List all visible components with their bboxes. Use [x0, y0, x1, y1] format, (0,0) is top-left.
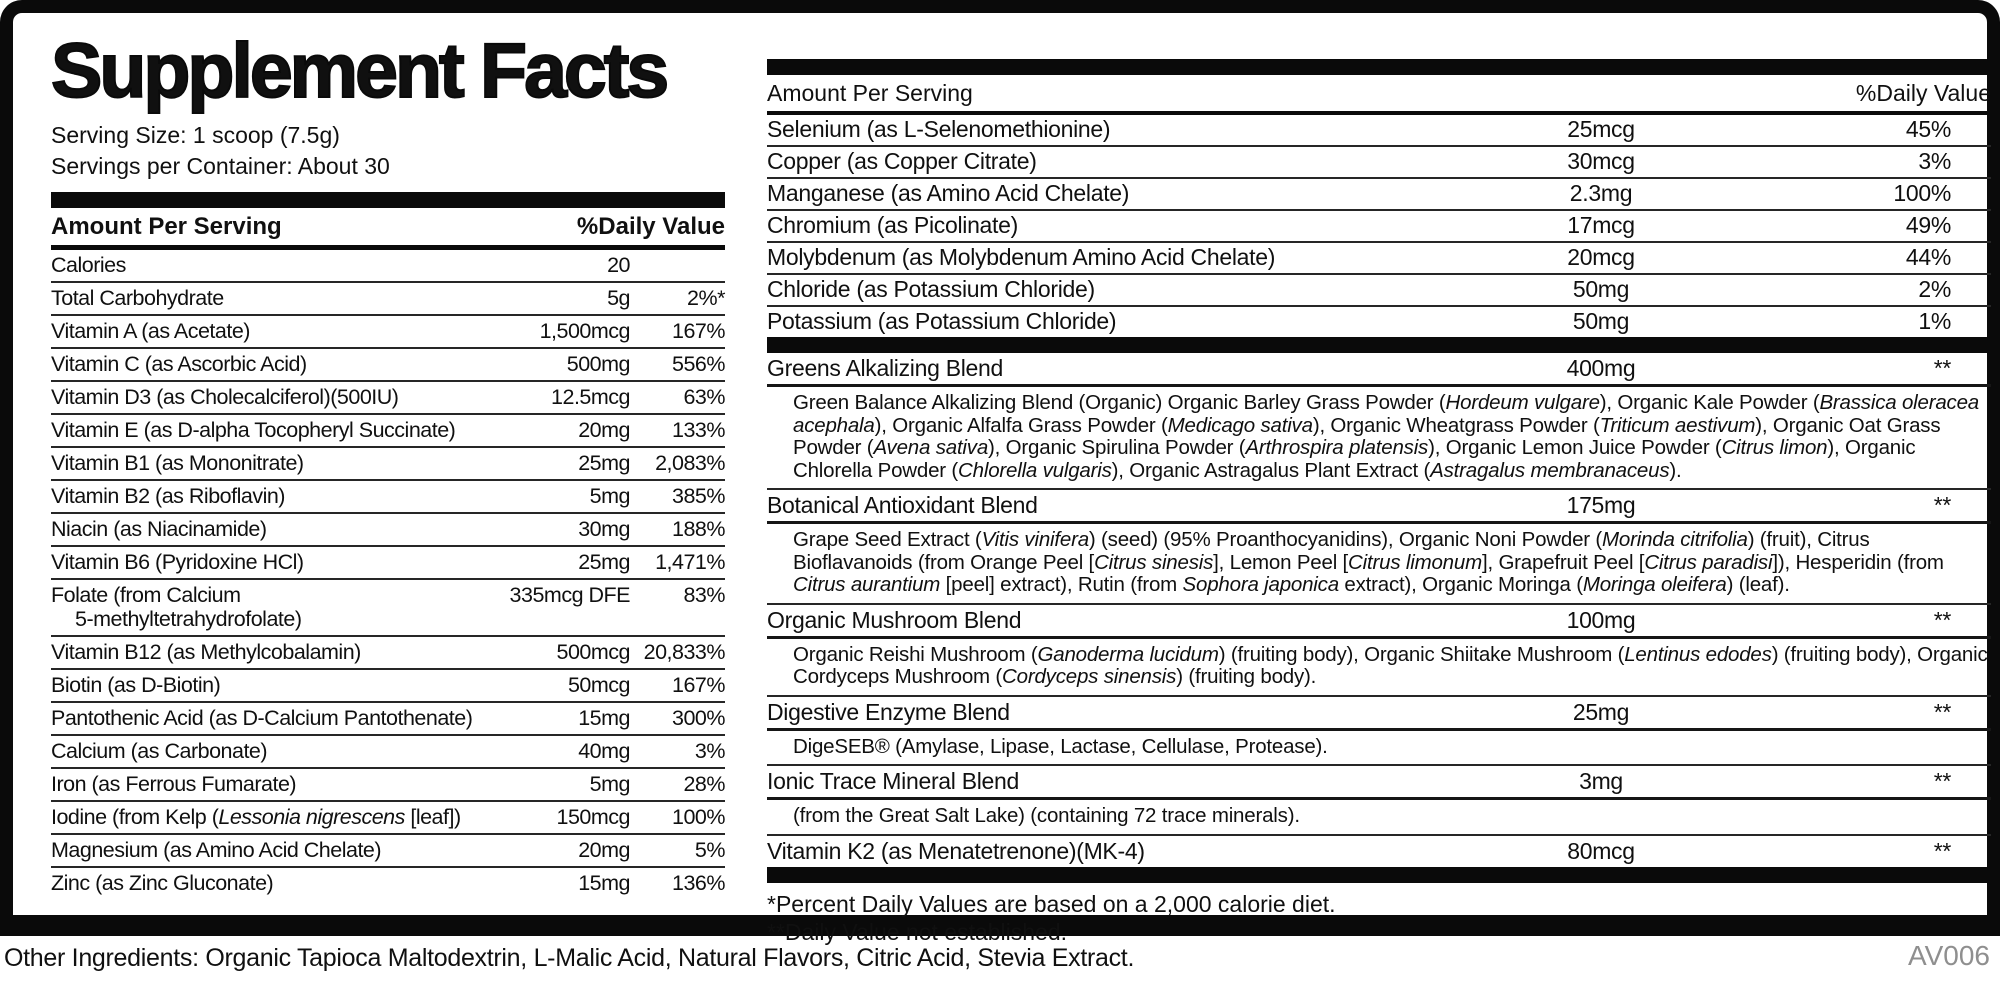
- nutrient-amount: 500mg: [566, 352, 630, 377]
- nutrient-amount: 5mg: [589, 484, 630, 509]
- blend-rows: [767, 353, 1991, 867]
- nutrient-daily-value: 556%: [672, 352, 725, 377]
- nutrient-row: [767, 147, 1991, 179]
- blend-row: [767, 697, 1991, 731]
- right-table-header: [767, 75, 1991, 115]
- blend-description: DigeSEB® (Amylase, Lipase, Lactase, Cellulase, Protease).: [767, 731, 1991, 767]
- footnote-daily-values: *Percent Daily Values are based on a 2,000 calorie diet.: [767, 890, 1336, 917]
- nutrient-amount: 50mg: [1572, 308, 1630, 334]
- nutrient-daily-value: 2%*: [687, 286, 725, 311]
- nutrient-amount: 25mcg: [1567, 116, 1635, 142]
- nutrient-row: [767, 243, 1991, 275]
- nutrient-daily-value: 1%: [1918, 308, 1951, 334]
- section-divider-bar: [767, 337, 1991, 353]
- nutrient-name: Vitamin E (as D-alpha Tocopheryl Succinate): [51, 418, 456, 443]
- nutrient-name: Folate (from Calcium 5-methyltetrahydrofolate): [51, 583, 500, 631]
- nutrient-daily-value: 3%: [1918, 148, 1951, 174]
- blend-name: Organic Mushroom Blend: [767, 606, 1022, 633]
- servings-per-container: Servings per Container: About 30: [51, 153, 390, 180]
- blend-daily-value: **: [1933, 606, 1951, 633]
- nutrient-row: [767, 115, 1991, 147]
- blend-name: Botanical Antioxidant Blend: [767, 492, 1038, 518]
- footnote-not-established: **Daily Value not established.: [767, 918, 1068, 945]
- nutrient-row: [51, 547, 725, 580]
- nutrient-name: Magnesium (as Amino Acid Chelate): [51, 838, 382, 863]
- nutrient-row: [51, 835, 725, 868]
- nutrient-name: Zinc (as Zinc Gluconate): [51, 871, 274, 896]
- nutrient-name: Chloride (as Potassium Chloride): [767, 276, 1095, 302]
- nutrient-daily-value: 28%: [683, 772, 725, 797]
- nutrient-row: [51, 868, 725, 899]
- nutrient-amount: 50mcg: [567, 673, 630, 698]
- nutrient-name: Calcium (as Carbonate): [51, 739, 268, 764]
- nutrient-name: Vitamin B12 (as Methylcobalamin): [51, 640, 361, 665]
- nutrient-name: Copper (as Copper Citrate): [767, 148, 1037, 174]
- blend-name: Greens Alkalizing Blend: [767, 355, 1004, 381]
- nutrient-name: Vitamin B1 (as Mononitrate): [51, 451, 304, 476]
- nutrient-name: Pantothenic Acid (as D-Calcium Pantothenate): [51, 706, 473, 731]
- nutrient-name: Iron (as Ferrous Fumarate): [51, 772, 297, 797]
- nutrient-row: [51, 736, 725, 769]
- blend-row: [767, 836, 1991, 867]
- blend-row: [767, 605, 1991, 639]
- blend-amount: 25mg: [1572, 698, 1630, 725]
- nutrient-amount: 15mg: [578, 706, 630, 731]
- footnotes: [767, 890, 1991, 946]
- nutrient-daily-value: 45%: [1905, 116, 1951, 142]
- nutrient-name: Total Carbohydrate: [51, 286, 224, 311]
- nutrient-daily-value: 300%: [672, 706, 725, 731]
- nutrient-amount: 150mcg: [556, 805, 630, 830]
- blend-name: Vitamin K2 (as Menatetrenone)(MK-4): [767, 837, 1145, 864]
- nutrient-amount: 335mcg DFE: [509, 583, 630, 608]
- nutrient-name: Manganese (as Amino Acid Chelate): [767, 180, 1130, 206]
- nutrient-daily-value: 2%: [1918, 276, 1951, 302]
- amount-per-serving-label: Amount Per Serving: [51, 213, 282, 241]
- nutrient-row: [51, 769, 725, 802]
- nutrient-row: [767, 275, 1991, 307]
- daily-value-label: %Daily Value: [576, 213, 725, 241]
- blend-amount: 80mcg: [1567, 837, 1635, 864]
- blend-row: [767, 766, 1991, 800]
- nutrient-row: [51, 250, 725, 283]
- nutrient-daily-value: 136%: [672, 871, 725, 896]
- nutrient-daily-value: 5%: [694, 838, 725, 863]
- nutrient-name: Vitamin B2 (as Riboflavin): [51, 484, 285, 509]
- nutrient-amount: 5g: [607, 286, 630, 311]
- left-column: [51, 28, 725, 899]
- blend-amount: 175mg: [1566, 492, 1636, 518]
- nutrient-daily-value: 133%: [672, 418, 725, 443]
- nutrient-row: [51, 802, 725, 835]
- nutrient-name: Vitamin C (as Ascorbic Acid): [51, 352, 307, 377]
- nutrient-daily-value: 20,833%: [643, 640, 725, 665]
- nutrient-name-line2: 5-methyltetrahydrofolate): [75, 607, 302, 632]
- blend-daily-value: **: [1933, 768, 1951, 794]
- blend-amount: 3mg: [1579, 768, 1623, 794]
- nutrient-daily-value: 167%: [672, 673, 725, 698]
- nutrient-daily-value: 100%: [1893, 180, 1951, 206]
- blend-row: [767, 490, 1991, 524]
- nutrient-amount: 30mg: [578, 517, 630, 542]
- nutrient-row: [51, 580, 725, 637]
- blend-daily-value: **: [1933, 492, 1951, 518]
- nutrient-row: [767, 211, 1991, 243]
- nutrient-amount: 2.3mg: [1569, 180, 1633, 206]
- left-table-header: [51, 208, 725, 250]
- nutrient-daily-value: 1,471%: [655, 550, 725, 575]
- nutrient-row: [51, 382, 725, 415]
- nutrient-daily-value: 100%: [672, 805, 725, 830]
- nutrient-name: Biotin (as D-Biotin): [51, 673, 221, 698]
- nutrient-row: [51, 448, 725, 481]
- label-code: AV006: [1908, 940, 1990, 971]
- nutrient-amount: 1,500mcg: [539, 319, 630, 344]
- blend-description: Organic Reishi Mushroom (Ganoderma lucidum) (fruiting body), Organic Shiitake Mushroom (Lentinus edodes) (fruiting body), Organic Cordyceps Mushroom (Cordyceps sinensis) (fruiting body).: [767, 639, 1991, 697]
- nutrient-row: [51, 637, 725, 670]
- page-title: Supplement Facts: [51, 28, 667, 114]
- nutrient-row: [51, 481, 725, 514]
- nutrient-amount: 500mcg: [556, 640, 630, 665]
- blend-name: Digestive Enzyme Blend: [767, 698, 1010, 725]
- nutrient-row: [51, 283, 725, 316]
- blend-daily-value: **: [1933, 837, 1951, 864]
- blend-description: Grape Seed Extract (Vitis vinifera) (seed) (95% Proanthocyanidins), Organic Noni Powder (Morinda citrifolia) (fruit), Citrus Bioflavanoids (from Orange Peel [Citrus sinesis], Lemon Peel [Citrus limonum], Grapefruit Peel [Citrus paradisi]), Hesperidin (from Citrus aurantium [peel] extract), Rutin (from Sophora japonica extract), Organic Moringa (Moringa oleifera) (leaf).: [767, 524, 1991, 605]
- blend-daily-value: **: [1933, 698, 1951, 725]
- right-column: [767, 59, 1991, 946]
- serving-size: Serving Size: 1 scoop (7.5g): [51, 122, 340, 149]
- nutrient-row: [51, 514, 725, 547]
- nutrient-name: Vitamin D3 (as Cholecalciferol)(500IU): [51, 385, 399, 410]
- nutrient-name: Chromium (as Picolinate): [767, 212, 1018, 238]
- nutrient-name: Selenium (as L-Selenomethionine): [767, 116, 1111, 142]
- blend-row: [767, 353, 1991, 387]
- nutrient-daily-value: 83%: [683, 583, 725, 608]
- nutrient-amount: 20mg: [578, 418, 630, 443]
- nutrient-row: [51, 670, 725, 703]
- nutrient-row: [767, 307, 1991, 337]
- nutrient-name: Calories: [51, 253, 126, 278]
- nutrient-amount: 12.5mcg: [551, 385, 630, 410]
- amount-per-serving-label: Amount Per Serving: [767, 80, 973, 106]
- nutrient-amount: 20: [607, 253, 630, 278]
- nutrient-amount: 15mg: [578, 871, 630, 896]
- nutrient-amount: 5mg: [589, 772, 630, 797]
- nutrient-amount: 50mg: [1572, 276, 1630, 302]
- nutrient-amount: 20mcg: [1567, 244, 1635, 270]
- nutrient-name: Niacin (as Niacinamide): [51, 517, 267, 542]
- nutrient-name: Potassium (as Potassium Chloride): [767, 308, 1117, 334]
- left-nutrient-rows: [51, 250, 725, 899]
- nutrient-daily-value: 44%: [1905, 244, 1951, 270]
- nutrient-daily-value: 2,083%: [655, 451, 725, 476]
- nutrient-amount: 30mcg: [1567, 148, 1635, 174]
- nutrient-amount: 40mg: [578, 739, 630, 764]
- right-nutrient-rows: [767, 115, 1991, 337]
- nutrient-name: Iodine (from Kelp (Lessonia nigrescens [leaf]): [51, 805, 461, 830]
- nutrient-daily-value: 49%: [1905, 212, 1951, 238]
- nutrient-daily-value: 167%: [672, 319, 725, 344]
- nutrient-daily-value: 3%: [694, 739, 725, 764]
- section-divider-bar: [767, 59, 1991, 75]
- nutrient-row: [51, 703, 725, 736]
- nutrient-name: Molybdenum (as Molybdenum Amino Acid Chelate): [767, 244, 1276, 270]
- blend-amount: 100mg: [1566, 606, 1636, 633]
- blend-description: (from the Great Salt Lake) (containing 72 trace minerals).: [767, 800, 1991, 836]
- blend-daily-value: **: [1933, 355, 1951, 381]
- nutrient-row: [51, 316, 725, 349]
- nutrient-name: Vitamin B6 (Pyridoxine HCl): [51, 550, 304, 575]
- daily-value-label: %Daily Value: [1855, 80, 1991, 106]
- nutrient-daily-value: 63%: [683, 385, 725, 410]
- nutrient-row: [51, 349, 725, 382]
- nutrient-row: [51, 415, 725, 448]
- nutrient-daily-value: 188%: [672, 517, 725, 542]
- section-divider-bar: [767, 867, 1991, 883]
- nutrient-amount: 25mg: [578, 550, 630, 575]
- nutrient-amount: 17mcg: [1567, 212, 1635, 238]
- blend-description: Green Balance Alkalizing Blend (Organic) Organic Barley Grass Powder (Hordeum vulgare), Organic Kale Powder (Brassica oleracea acephala), Organic Alfalfa Grass Powder (Medicago sativa), Organic Wheatgrass Powder (Triticum aestivum), Organic Oat Grass Powder (Avena sativa), Organic Spirulina Powder (Arthrospira platensis), Organic Lemon Juice Powder (Citrus limon), Organic Chlorella Powder (Chlorella vulgaris), Organic Astragalus Plant Extract (Astragalus membranaceus).: [767, 387, 1991, 490]
- nutrient-daily-value: 385%: [672, 484, 725, 509]
- other-ingredients: Other Ingredients: Organic Tapioca Maltodextrin, L-Malic Acid, Natural Flavors, Citric Acid, Stevia Extract.: [4, 944, 1135, 972]
- section-divider-bar: [51, 192, 725, 208]
- blend-name: Ionic Trace Mineral Blend: [767, 768, 1020, 794]
- nutrient-amount: 20mg: [578, 838, 630, 863]
- nutrient-amount: 25mg: [578, 451, 630, 476]
- nutrient-row: [767, 179, 1991, 211]
- nutrient-name: Vitamin A (as Acetate): [51, 319, 250, 344]
- blend-amount: 400mg: [1566, 355, 1636, 381]
